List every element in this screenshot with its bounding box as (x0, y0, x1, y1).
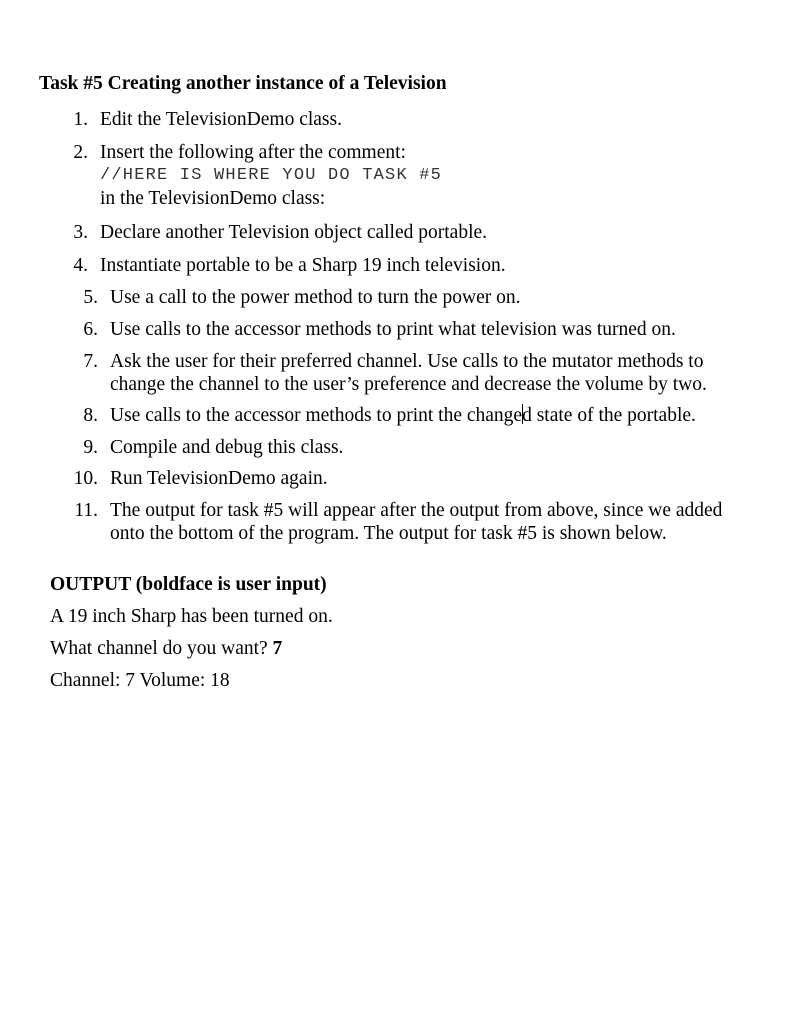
step-text (100, 108, 342, 131)
step-line: Run TelevisionDemo again. (110, 468, 328, 489)
step-line: Use calls to the accessor methods to print what television was turned on. (110, 319, 676, 340)
step-line: onto the bottom of the program. The output for task #5 is shown below. (110, 523, 667, 544)
step-number: 9. (83, 437, 98, 458)
step-text (110, 350, 707, 396)
step-number: 7. (83, 351, 98, 372)
step-number: 2. (73, 142, 88, 163)
step-number: 4. (73, 255, 88, 276)
output-line-2 (50, 638, 282, 660)
step-text (100, 254, 506, 277)
step-number: 8. (83, 405, 98, 426)
step-text (100, 141, 442, 210)
step-number: 5. (83, 287, 98, 308)
step-text (110, 318, 676, 341)
output-line-1 (50, 606, 333, 628)
output-heading: OUTPUT (boldface is user input) (50, 574, 327, 595)
step-text (110, 436, 343, 459)
step-number: 11. (74, 500, 98, 521)
step-line-part: d state of the portable. (522, 405, 696, 426)
step-line: The output for task #5 will appear after the output from above, since we added (110, 500, 723, 521)
step-line: Insert the following after the comment: (100, 142, 406, 163)
step-line (110, 404, 696, 427)
step-number: 6. (83, 319, 98, 340)
user-input: 7 (272, 638, 283, 659)
step-text (100, 221, 487, 244)
step-number: 10. (73, 468, 98, 489)
output-text: A 19 inch Sharp has been turned on. (50, 606, 333, 627)
task-title: Task #5 Creating another instance of a Television (39, 73, 447, 94)
step-line: Ask the user for their preferred channel. Use calls to the mutator methods to (110, 351, 704, 372)
step-line: change the channel to the user’s preference and decrease the volume by two. (110, 374, 707, 395)
step-text (110, 467, 328, 490)
step-line-part: Use calls to the accessor methods to print the change (110, 405, 523, 426)
step-line: Edit the TelevisionDemo class. (100, 109, 342, 130)
step-line: Compile and debug this class. (110, 437, 344, 458)
step-line: Instantiate portable to be a Sharp 19 inch television. (100, 255, 506, 276)
step-number: 3. (73, 222, 88, 243)
output-text: Channel: 7 Volume: 18 (50, 670, 230, 691)
output-prompt: What channel do you want? (50, 638, 273, 659)
step-line: in the TelevisionDemo class: (100, 188, 326, 209)
output-line-3 (50, 670, 230, 692)
step-line: Use a call to the power method to turn the power on. (110, 287, 521, 308)
step-text (110, 404, 696, 427)
step-text (110, 499, 722, 545)
code-comment: //HERE IS WHERE YOU DO TASK #5 (100, 166, 443, 185)
step-line: Declare another Television object called portable. (100, 222, 488, 243)
step-text (110, 286, 520, 309)
step-number: 1. (73, 109, 88, 130)
